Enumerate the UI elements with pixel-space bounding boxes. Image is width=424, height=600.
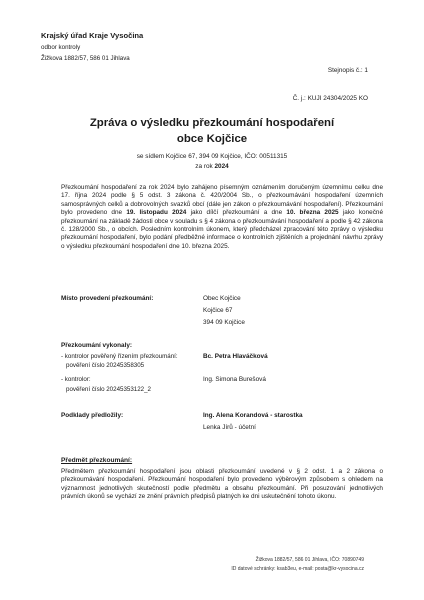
- place-label: Místo provedení přezkoumání:: [61, 295, 154, 302]
- subject-heading: Předmět přezkoumání:: [61, 457, 133, 464]
- footer-address: Žižkova 1882/57, 586 01 Jihlava, IČO: 70890749: [255, 557, 364, 563]
- copy-number: Stejnopis č.: 1: [327, 67, 368, 74]
- report-period-prefix: za rok: [195, 163, 215, 170]
- performer-2-authorization: pověření číslo 20245353122_2: [66, 386, 151, 393]
- performer-1-authorization: pověření číslo 20245358305: [66, 362, 145, 369]
- performer-1-role: - kontrolor pověřený řízením přezkoumání:: [61, 353, 178, 360]
- documents-person-1: Ing. Alena Korandová - starostka: [203, 412, 303, 419]
- report-title-municipality: obce Kojčice: [176, 133, 248, 145]
- place-line-3: 394 09 Kojčice: [203, 319, 245, 326]
- report-period: [0, 163, 424, 170]
- documents-label: Podklady předložily:: [61, 412, 124, 419]
- performers-label: Přezkoumání vykonaly:: [61, 342, 133, 349]
- intro-text-1: Přezkoumání hospodaření za rok 2024 bylo zahájeno písemným oznámením doručeným územnímu celku dne 17. října 2024 podle § 5 odst. 3 zákona č. 420/2004 Sb., o přezkoumávání hospodaření územních samosprávných celků a dobrovolných svazků obcí (dále jen zákon o přezkoumávání hospodaření). Přezkoumání bylo provedeno dne: [61, 184, 383, 217]
- office-name: Krajský úřad Kraje Vysočina: [41, 31, 144, 40]
- report-title: Zpráva o výsledku přezkoumání hospodaření: [89, 117, 335, 129]
- place-line-2: Kojčice 67: [203, 307, 233, 314]
- documents-person-2: Lenka Jírů - účetní: [203, 424, 256, 431]
- department-name: odbor kontroly: [41, 44, 81, 51]
- office-address: Žižkova 1882/57, 586 01 Jihlava: [41, 55, 130, 62]
- intro-date-final: 10. března 2025: [286, 209, 339, 217]
- reference-number: Č. j.: KUJI 24304/2025 KO: [292, 95, 368, 102]
- report-year: 2024: [214, 163, 229, 170]
- intro-text-2: jako dílčí přezkoumání a dne: [186, 209, 287, 217]
- subject-paragraph: Předmětem přezkoumání hospodaření jsou oblasti přezkoumání uvedené v § 2 odst. 1 a 2 zákona o přezkoumávání hospodaření. Přezkoumání hospodaření bylo provedeno výběrovým způsobem s ohledem na významnost jednotlivých skutečností podle předmětu a obsahu přezkoumání. Při posuzování jednotlivých právních úkonů se vychází ze znění právních předpisů platných ke dni uskutečnění tohoto úkonu.: [61, 468, 383, 501]
- intro-text-3: jako konečné přezkoumání na základě žádosti obce v souladu s § 4 zákona o přezkoumávání hospodaření a podle § 42 zákona č. 128/2000 Sb., o obcích. Posledním kontrolním úkonem, který předcházel zpracování této zprávy o výsledku přezkoumání hospodaření, bylo podání předběžné informace o kontrolních zjištěních a projednání návrhu zprávy o výsledku přezkoumání hospodaření dne 10. března 2025.: [61, 209, 384, 250]
- performer-1-name: Bc. Petra Hlaváčková: [203, 353, 268, 360]
- footer-contact: ID datové schránky: ksab3eu, e-mail: posta@kr-vysocina.cz: [231, 566, 364, 572]
- intro-date-partial: 19. listopadu 2024: [126, 209, 187, 217]
- municipality-seat: se sídlem Kojčice 67, 394 09 Kojčice, IČO: 00511315: [136, 153, 288, 160]
- performer-2-name: Ing. Simona Burešová: [203, 376, 266, 383]
- performer-2-role: - kontrolor:: [61, 376, 91, 383]
- place-line-1: Obec Kojčice: [203, 295, 241, 302]
- intro-paragraph: [61, 184, 383, 251]
